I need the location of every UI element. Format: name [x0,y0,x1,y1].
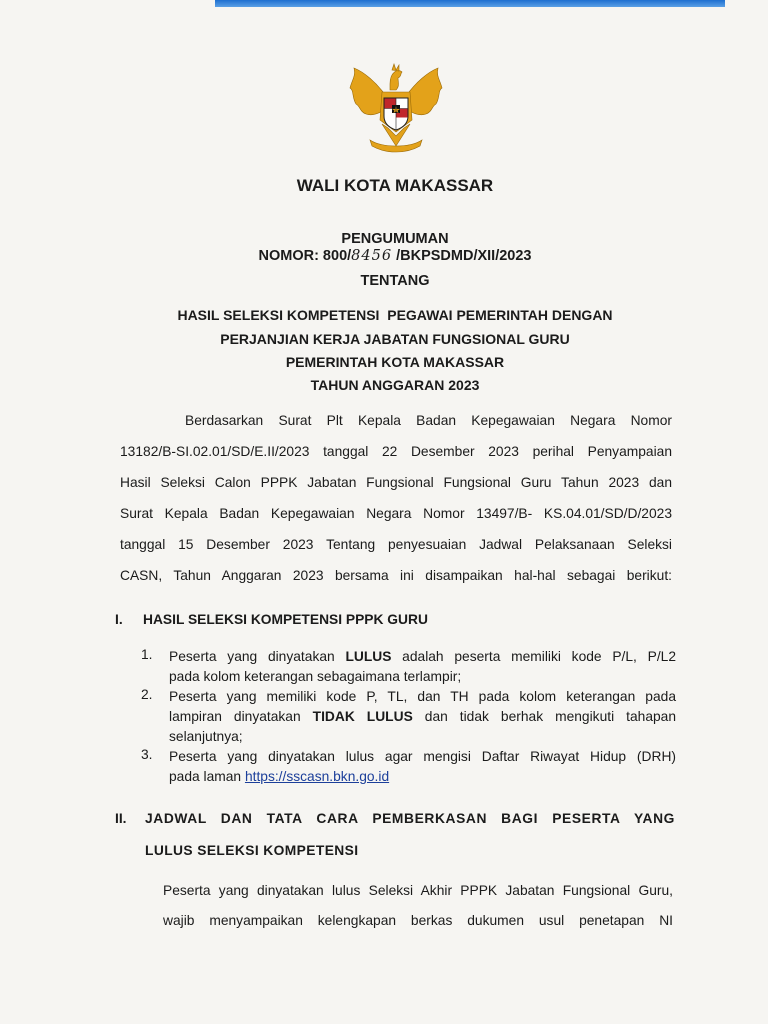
list-item-line [169,707,676,727]
list-item-line: selanjutnya; [169,729,243,744]
intro-line: CASN, Tahun Anggaran 2023 bersama ini disampaikan hal-hal sebagai berikut: [120,568,672,583]
list-item-line: Peserta yang memiliki kode P, TL, dan TH pada kolom keterangan pada [169,689,676,704]
subject-line-2: PERJANJIAN KERJA JABATAN FUNGSIONAL GURU [220,331,570,347]
document-type: PENGUMUMAN [341,231,449,247]
section-1-title: HASIL SELEKSI KOMPETENSI PPPK GURU [143,612,428,627]
subject-line-4: TAHUN ANGGARAN 2023 [310,377,480,393]
top-edge-bar [215,0,725,7]
section-2-line: Peserta yang dinyatakan lulus Seleksi Akhir PPPK Jabatan Fungsional Guru, [163,883,673,898]
document-number [0,248,768,264]
section-2-paragraph [163,883,673,943]
list-text: lampiran dinyatakan [169,709,313,724]
list-item [141,687,676,747]
sscasn-link[interactable]: https://sscasn.bkn.go.id [244,769,390,784]
section-1-number: I. [115,612,123,627]
section-2-line: wajib menyampaikan kelengkapan berkas dukumen usul penetapan NI [163,913,673,928]
garuda-emblem-icon [346,62,446,156]
list-item-line: Peserta yang dinyatakan lulus agar mengisi Daftar Riwayat Hidup (DRH) [169,749,676,764]
list-item [141,647,676,687]
intro-line: Hasil Seleksi Calon PPPK Jabatan Fungsional Fungsional Guru Tahun 2023 dan [120,475,672,490]
list-item-line [169,647,676,667]
section-2-number: II. [115,811,127,826]
list-item-line: pada kolom keterangan sebagaimana terlampir; [169,669,462,684]
number-suffix: /BKPSDMD/XII/2023 [392,248,532,264]
tidak-lulus-emphasis: TIDAK LULUS [312,709,413,724]
intro-paragraph [120,413,672,599]
list-item-number: 3. [141,747,153,762]
intro-line: Surat Kepala Badan Kepegawaian Negara Nomor 13497/B- KS.04.01/SD/D/2023 [120,506,672,521]
section-2-title-line-2: LULUS SELEKSI KOMPETENSI [145,843,359,858]
number-prefix: NOMOR: 800/ [258,248,352,264]
list-item [141,747,676,787]
intro-line: 13182/B-SI.02.01/SD/E.II/2023 tanggal 22 Desember 2023 perihal Penyampaian [120,444,672,459]
tentang-heading: TENTANG [360,273,430,289]
section-2-title-line-1: JADWAL DAN TATA CARA PEMBERKASAN BAGI PESERTA YANG [145,811,675,826]
subject-line-1: HASIL SELEKSI KOMPETENSI PEGAWAI PEMERINTAH DENGAN [177,307,613,323]
list-text: Peserta yang dinyatakan [169,649,346,664]
section-1-list [141,647,676,787]
list-text: pada laman [169,769,245,784]
intro-line: Berdasarkan Surat Plt Kepala Badan Kepegawaian Negara Nomor [185,413,672,428]
list-item-line [169,767,676,787]
intro-line: tanggal 15 Desember 2023 Tentang penyesuaian Jadwal Pelaksanaan Seleksi [120,537,672,552]
list-text: dan tidak berhak mengikuti tahapan [412,709,677,724]
subject-line-3: PEMERINTAH KOTA MAKASSAR [285,354,505,370]
list-item-number: 2. [141,687,153,702]
number-handwritten: 8456 [351,248,393,264]
lulus-emphasis: LULUS [345,649,392,664]
list-text: adalah peserta memiliki kode P/L, P/L2 [391,649,676,664]
office-title: WALI KOTA MAKASSAR [296,176,494,195]
list-item-number: 1. [141,647,153,662]
